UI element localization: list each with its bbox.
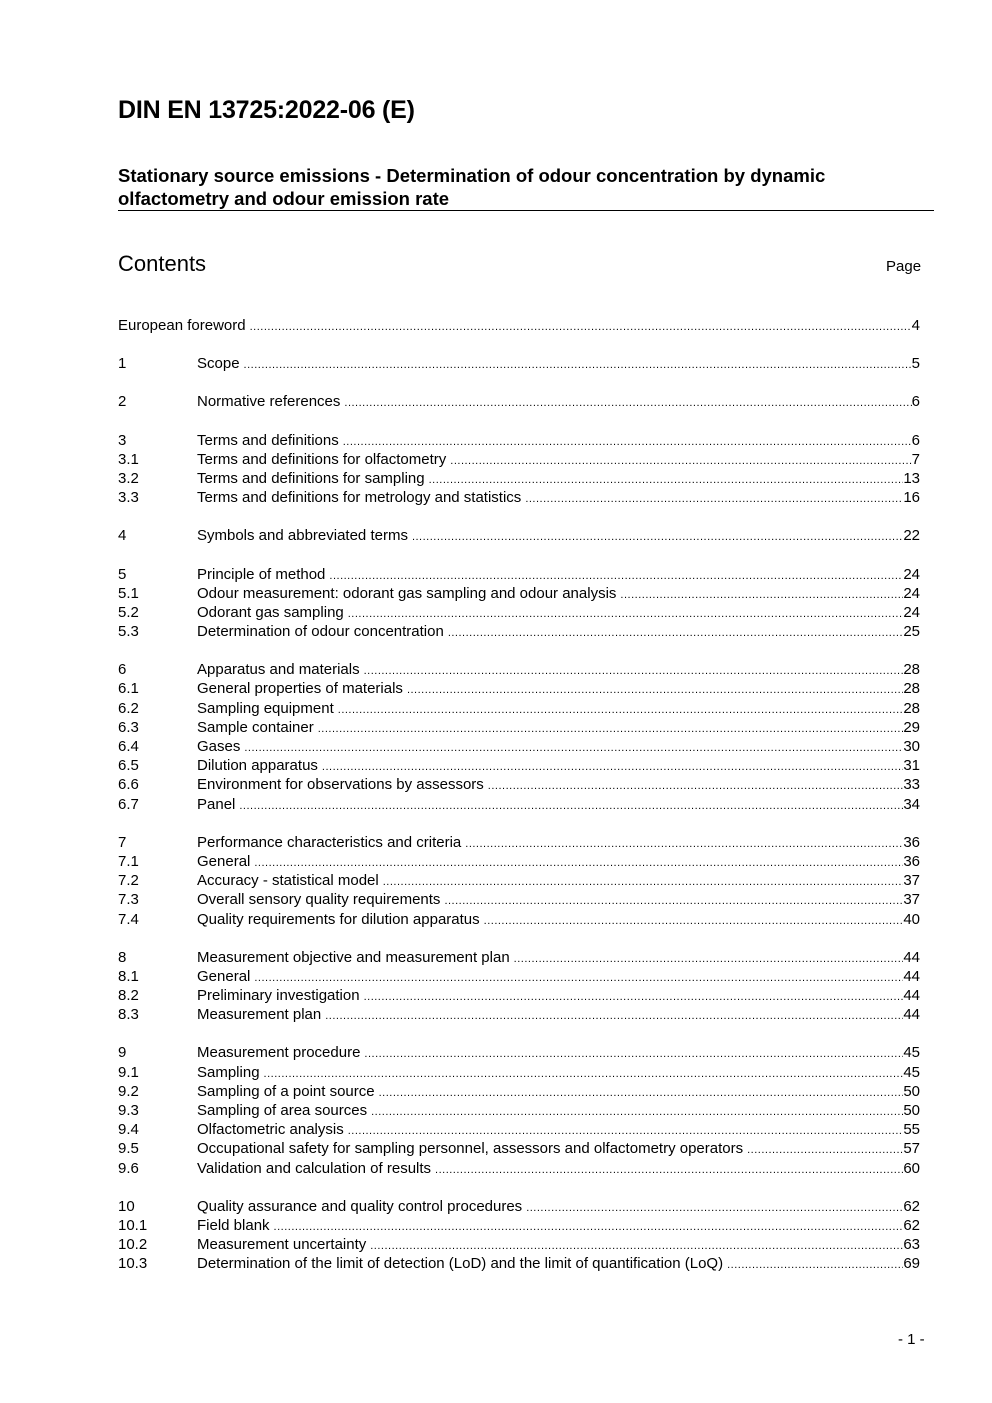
- toc-entry[interactable]: [118, 622, 920, 641]
- toc-entry-number: 7: [118, 833, 127, 851]
- toc-entry-page: 24: [903, 603, 920, 621]
- toc-entry-title: Principle of method: [197, 565, 326, 583]
- toc-entry-title: Sampling of a point source: [197, 1082, 375, 1100]
- toc-entry-number: 9.2: [118, 1082, 139, 1100]
- toc-entry[interactable]: [118, 660, 920, 679]
- toc-entry-number: 8.1: [118, 967, 139, 985]
- toc-entry-page: 44: [903, 948, 920, 966]
- toc-dot-leader: [344, 394, 911, 413]
- toc-entry-title: Quality assurance and quality control procedures: [197, 1197, 523, 1215]
- toc-dot-leader: [747, 1141, 903, 1160]
- toc-group: [118, 431, 920, 508]
- toc-entry-page: 13: [903, 469, 920, 487]
- toc-entry-number: 9.5: [118, 1140, 139, 1158]
- toc-entry-title: Sampling equipment: [197, 699, 334, 717]
- toc-entry-title: General properties of materials: [197, 680, 403, 698]
- toc-dot-leader: [465, 835, 903, 854]
- title-divider: [118, 210, 934, 211]
- toc-entry-number: 5.1: [118, 584, 139, 602]
- toc-entry-number: 10.2: [118, 1236, 148, 1254]
- toc-group: [118, 565, 920, 642]
- toc-entry-number: 8.3: [118, 1006, 139, 1024]
- toc-entry-title: Panel: [197, 795, 236, 813]
- toc-entry-number: 1: [118, 355, 127, 373]
- toc-entry-page: 37: [903, 872, 920, 890]
- toc-entry[interactable]: [118, 354, 920, 373]
- toc-entry-page: 22: [903, 527, 920, 545]
- toc-entry-number: 3.3: [118, 489, 139, 507]
- toc-entry-title: Terms and definitions for olfactometry: [197, 450, 447, 468]
- toc-entry-number: 6.5: [118, 757, 139, 775]
- toc-entry[interactable]: [118, 392, 920, 411]
- toc-entry-number: 5: [118, 565, 127, 583]
- toc-dot-leader: [488, 777, 904, 796]
- toc-entry-page: 63: [903, 1236, 920, 1254]
- toc-group: [118, 1197, 920, 1274]
- toc-entry-title: General: [197, 852, 251, 870]
- toc-dot-leader: [407, 681, 903, 700]
- toc-dot-leader: [514, 950, 904, 969]
- toc-entry-page: 57: [903, 1140, 920, 1158]
- toc-entry-title: Gases: [197, 738, 241, 755]
- toc-group: [118, 948, 920, 1025]
- toc-entry-number: 6.3: [118, 718, 139, 736]
- toc-entry-title: Olfactometric analysis: [197, 1121, 344, 1139]
- toc-entry-number: 9.4: [118, 1121, 139, 1139]
- toc-entry-title: Measurement objective and measurement plan: [197, 948, 510, 966]
- toc-entry-page: 7: [911, 450, 920, 468]
- toc-entry[interactable]: [118, 1159, 920, 1178]
- toc-entry-title: Quality requirements for dilution apparatus: [197, 910, 480, 928]
- toc-entry-number: 6.1: [118, 680, 139, 698]
- toc-entry-title: Performance characteristics and criteria: [197, 833, 462, 851]
- toc-entry-number: 5.3: [118, 623, 139, 641]
- toc-entry-page: 50: [903, 1102, 920, 1119]
- toc-entry-page: 62: [903, 1216, 920, 1234]
- toc-entry[interactable]: [118, 967, 920, 986]
- toc-entry-number: 6.4: [118, 738, 139, 755]
- toc-dot-leader: [383, 873, 904, 892]
- toc-entry-number: 9: [118, 1044, 127, 1062]
- toc-entry-title: Scope: [197, 355, 240, 373]
- toc-dot-leader: [244, 356, 912, 375]
- toc-entry-number: 3.1: [118, 450, 139, 468]
- toc-dot-leader: [325, 1007, 903, 1026]
- toc-entry-page: 28: [903, 680, 920, 698]
- toc-entry-title: Overall sensory quality requirements: [197, 891, 441, 909]
- toc-entry[interactable]: [118, 584, 920, 603]
- toc-entry[interactable]: [118, 1254, 920, 1273]
- toc-entry[interactable]: [118, 1101, 920, 1120]
- toc-entry-page: 33: [903, 776, 920, 794]
- toc-dot-leader: [250, 318, 912, 337]
- toc-entry-page: 69: [903, 1255, 920, 1273]
- document-title: [118, 164, 934, 210]
- table-of-contents: [118, 316, 920, 1293]
- toc-dot-leader: [364, 988, 904, 1007]
- toc-entry[interactable]: [118, 526, 920, 545]
- toc-entry-title: Measurement procedure: [197, 1044, 361, 1062]
- toc-entry-page: 45: [903, 1063, 920, 1081]
- toc-entry-page: 37: [903, 891, 920, 909]
- toc-entry-number: 6: [118, 661, 127, 679]
- toc-entry[interactable]: [118, 948, 920, 967]
- toc-entry-number: 10: [118, 1197, 135, 1215]
- toc-entry-page: 45: [903, 1044, 920, 1062]
- toc-entry-number: 9.3: [118, 1102, 139, 1119]
- toc-entry-title: Field blank: [197, 1216, 270, 1234]
- toc-entry-title: European foreword: [118, 317, 246, 334]
- toc-entry-title: Validation and calculation of results: [197, 1159, 432, 1177]
- toc-entry-title: Occupational safety for sampling personnel, assessors and olfactometry operators: [197, 1140, 744, 1158]
- toc-entry-title: Odour measurement: odorant gas sampling and odour analysis: [197, 584, 617, 602]
- toc-entry-title: Measurement uncertainty: [197, 1236, 367, 1254]
- toc-dot-leader: [526, 1199, 903, 1218]
- toc-entry-title: Odorant gas sampling: [197, 603, 344, 621]
- toc-entry[interactable]: [118, 1197, 920, 1216]
- toc-entry-title: Terms and definitions: [197, 431, 339, 449]
- toc-entry-page: 36: [903, 852, 920, 870]
- toc-entry-page: 40: [903, 910, 920, 928]
- toc-entry[interactable]: [118, 450, 920, 469]
- toc-entry[interactable]: [118, 986, 920, 1005]
- toc-entry-number: 3.2: [118, 469, 139, 487]
- toc-dot-leader: [484, 912, 904, 931]
- toc-dot-leader: [525, 490, 903, 509]
- toc-entry-number: 8.2: [118, 987, 139, 1005]
- toc-entry[interactable]: [118, 699, 920, 718]
- toc-entry-title: General: [197, 967, 251, 985]
- toc-entry-title: Apparatus and materials: [197, 661, 360, 679]
- toc-dot-leader: [318, 720, 904, 739]
- toc-dot-leader: [435, 1161, 903, 1180]
- toc-entry[interactable]: [118, 565, 920, 584]
- toc-dot-leader: [364, 662, 904, 681]
- toc-entry-number: 6.7: [118, 795, 139, 813]
- toc-entry[interactable]: [118, 431, 920, 450]
- toc-entry-page: 25: [903, 623, 920, 641]
- toc-entry-number: 7.2: [118, 872, 139, 890]
- toc-entry-title: Sampling of area sources: [197, 1102, 368, 1119]
- toc-entry-page: 36: [903, 833, 920, 851]
- toc-dot-leader: [444, 892, 903, 911]
- toc-entry-number: 7.1: [118, 852, 139, 870]
- toc-entry-title: Terms and definitions for metrology and statistics: [197, 489, 522, 507]
- toc-entry-number: 6.6: [118, 776, 139, 794]
- toc-dot-leader: [450, 452, 911, 471]
- toc-entry-number: 4: [118, 527, 127, 545]
- toc-entry[interactable]: [118, 775, 920, 794]
- document-title-line-2: olfactometry and odour emission rate: [118, 188, 450, 209]
- toc-entry-page: 28: [903, 699, 920, 717]
- toc-dot-leader: [338, 701, 904, 720]
- toc-dot-leader: [620, 586, 903, 605]
- toc-entry[interactable]: [118, 1139, 920, 1158]
- toc-entry-number: 8: [118, 948, 127, 966]
- toc-entry-page: 60: [903, 1159, 920, 1177]
- toc-dot-leader: [727, 1256, 903, 1275]
- toc-entry-page: 30: [903, 738, 920, 755]
- toc-group: [118, 526, 920, 545]
- toc-entry-page: 6: [911, 393, 920, 411]
- toc-entry-page: 31: [903, 757, 920, 775]
- toc-dot-leader: [371, 1103, 903, 1122]
- toc-entry[interactable]: [118, 1082, 920, 1101]
- toc-entry[interactable]: [118, 737, 920, 756]
- toc-entry-number: 9.1: [118, 1063, 139, 1081]
- toc-dot-leader: [412, 528, 903, 547]
- document-title-line-1: Stationary source emissions - Determination of odour concentration by dynamic: [118, 165, 826, 186]
- toc-entry-number: 2: [118, 393, 127, 411]
- toc-entry-title: Preliminary investigation: [197, 987, 360, 1005]
- toc-entry-number: 10.3: [118, 1255, 148, 1273]
- toc-group: [118, 1043, 920, 1177]
- toc-dot-leader: [379, 1084, 904, 1103]
- toc-dot-leader: [448, 624, 904, 643]
- toc-entry-page: 44: [903, 1006, 920, 1024]
- toc-entry-page: 34: [903, 795, 920, 813]
- toc-entry-page: 62: [903, 1197, 920, 1215]
- toc-entry-page: 24: [903, 584, 920, 602]
- toc-group: [118, 660, 920, 814]
- toc-entry[interactable]: [118, 1005, 920, 1024]
- toc-entry[interactable]: [118, 679, 920, 698]
- toc-entry-title: Dilution apparatus: [197, 757, 318, 775]
- toc-entry-page: 4: [911, 317, 920, 334]
- toc-entry-number: 9.6: [118, 1159, 139, 1177]
- page-number: - 1 -: [898, 1331, 925, 1348]
- toc-entry-number: 10.1: [118, 1216, 148, 1234]
- toc-entry[interactable]: [118, 1120, 920, 1139]
- page-column-heading: Page: [886, 258, 922, 275]
- toc-entry-number: 6.2: [118, 699, 139, 717]
- toc-entry[interactable]: [118, 756, 920, 775]
- toc-entry[interactable]: [118, 795, 920, 814]
- toc-entry-title: Terms and definitions for sampling: [197, 469, 425, 487]
- toc-entry[interactable]: [118, 833, 920, 852]
- toc-entry-title: Sampling: [197, 1063, 260, 1081]
- toc-entry-title: Determination of the limit of detection (LoD) and the limit of quantification (LoQ): [197, 1255, 724, 1273]
- toc-entry-page: 16: [903, 489, 920, 507]
- toc-entry-page: 55: [903, 1121, 920, 1139]
- toc-entry[interactable]: [118, 1063, 920, 1082]
- toc-entry-page: 6: [911, 431, 920, 449]
- toc-entry[interactable]: [118, 1216, 920, 1235]
- toc-entry[interactable]: [118, 890, 920, 909]
- toc-entry-title: Determination of odour concentration: [197, 623, 444, 641]
- toc-entry-page: 44: [903, 987, 920, 1005]
- toc-entry[interactable]: [118, 603, 920, 622]
- toc-entry[interactable]: [118, 718, 920, 737]
- toc-entry[interactable]: [118, 1043, 920, 1062]
- toc-group: [118, 354, 920, 373]
- toc-entry[interactable]: [118, 469, 920, 488]
- toc-dot-leader: [244, 739, 903, 758]
- toc-entry-title: Measurement plan: [197, 1006, 322, 1024]
- toc-entry-page: 28: [903, 661, 920, 679]
- toc-entry-title: Symbols and abbreviated terms: [197, 527, 408, 545]
- toc-dot-leader: [239, 797, 903, 816]
- toc-group: [118, 833, 920, 929]
- toc-entry[interactable]: [118, 852, 920, 871]
- toc-entry-page: 29: [903, 718, 920, 736]
- toc-entry-title: Environment for observations by assessors: [197, 776, 484, 794]
- toc-group: [118, 392, 920, 411]
- toc-entry-page: 5: [911, 355, 920, 373]
- toc-entry-number: 7.3: [118, 891, 139, 909]
- toc-entry-number: 7.4: [118, 910, 139, 928]
- contents-heading: Contents: [118, 251, 207, 276]
- toc-dot-leader: [364, 1045, 903, 1064]
- toc-entry-title: Sample container: [197, 718, 314, 736]
- toc-entry[interactable]: [118, 1235, 920, 1254]
- toc-entry-page: 44: [903, 967, 920, 985]
- toc-entry[interactable]: [118, 316, 920, 335]
- document-id: DIN EN 13725:2022-06 (E): [118, 96, 415, 124]
- toc-entry-page: 50: [903, 1082, 920, 1100]
- toc-entry[interactable]: [118, 910, 920, 929]
- toc-entry-number: 3: [118, 431, 127, 449]
- toc-entry-page: 24: [903, 565, 920, 583]
- toc-entry-title: Accuracy - statistical model: [197, 872, 379, 890]
- toc-entry-title: Normative references: [197, 393, 341, 411]
- toc-entry[interactable]: [118, 871, 920, 890]
- toc-entry[interactable]: [118, 488, 920, 507]
- toc-entry-number: 5.2: [118, 603, 139, 621]
- toc-group: [118, 316, 920, 335]
